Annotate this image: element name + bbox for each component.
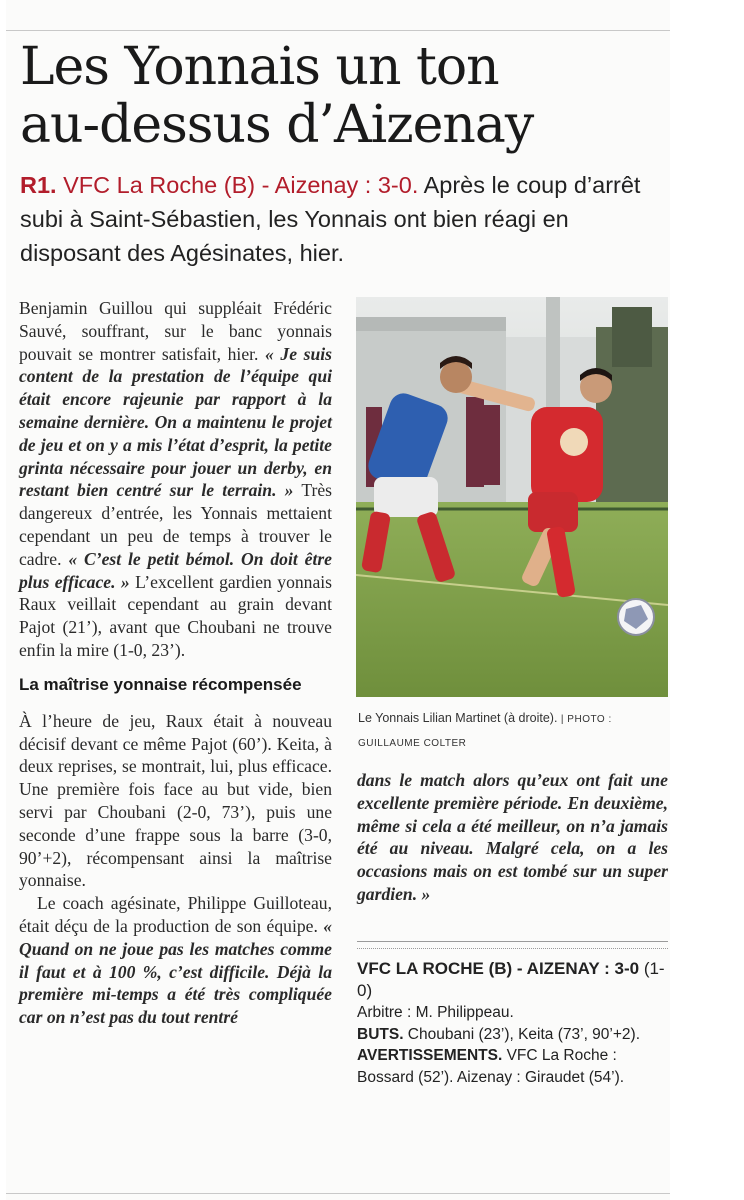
match-photo-image	[356, 297, 668, 697]
match-result: VFC La Roche (B) - Aizenay : 3-0.	[56, 172, 419, 198]
headline-line-2: au-dessus d’Aizenay	[20, 95, 534, 155]
subheading: La maîtrise yonnaise récompensée	[19, 674, 302, 694]
bottom-rule	[6, 1193, 670, 1194]
paragraph-2: À l’heure de jeu, Raux était à nouveau décisif devant ce même Pajot (60’). Keita, à deux reprises, se montrait, lui, plus efficace. Une première fois face au but vide, bien servi par Choubani (2-0, 73’), puis une seconde d’une frappe sous la barre (3-0, 90’+2), récompensant ainsi la maîtrise yonnaise.	[19, 710, 332, 891]
match-photo	[356, 297, 668, 697]
factbox-goals	[357, 1024, 672, 1046]
quote: « Je suis content de la prestation de l’équipe qui était encore rajeunie par rapport à la semaine dernière. On a maintenu le projet de jeu et on y a mis l’état d’esprit, la petite grinta nécessaire pour jouer un derby, en restant bien centré sur le terrain. »	[19, 343, 332, 501]
series-label: R1.	[20, 172, 57, 198]
factbox-warnings	[357, 1045, 672, 1088]
paragraph-text: L’excellent gardien yonnais Raux veillait cependant au grain devant Pajot (21’), avant que Choubani ne trouve enfin la mire (1-0, 23’).	[19, 571, 332, 660]
factbox-halftime: (1-0)	[357, 959, 665, 1000]
warnings-text: VFC La Roche : Bossard (52’). Aizenay : Giraudet (54’).	[357, 1047, 625, 1086]
standfirst	[20, 168, 670, 270]
warnings-label: AVERTISSEMENTS.	[357, 1047, 503, 1064]
quote: « C’est le petit bémol. On doit être plus efficace. »	[19, 548, 332, 592]
paragraph-3	[19, 892, 332, 1029]
goals-text: Choubani (23’), Keita (73’, 90’+2).	[403, 1025, 641, 1043]
paragraph-text: Le coach agésinate, Philippe Guilloteau, était déçu de la production de son équipe.	[19, 893, 332, 936]
match-factbox	[357, 958, 672, 1088]
left-column	[19, 297, 332, 1029]
headline-line-1: Les Yonnais un ton	[20, 37, 499, 97]
headline	[20, 38, 660, 154]
standfirst-text: Après le coup d’arrêt subi à Saint-Sébastien, les Yonnais ont bien réagi en disposant des Agésinates, hier.	[20, 172, 641, 266]
factbox-divider	[357, 941, 668, 949]
goals-label: BUTS.	[357, 1025, 404, 1043]
paragraph-1	[19, 297, 332, 662]
quote-continuation: dans le match alors qu’eux ont fait une excellente première période. En deuxième, même si cela a été meilleur, on n’a jamais été au niveau. Malgré cela, on a les occasions mais on est tombé sur un super gardien. »	[357, 770, 668, 904]
factbox-teams: VFC LA ROCHE (B) - AIZENAY : 3-0	[357, 959, 640, 978]
caption-text: Le Yonnais Lilian Martinet (à droite).	[358, 711, 558, 725]
paragraph-text: Benjamin Guillou qui suppléait Frédéric Sauvé, souffrant, sur le banc yonnais pouvait se montrer satisfait, hier.	[19, 298, 332, 364]
top-rule	[6, 30, 670, 31]
paragraph-text: Très dangereux d’entrée, les Yonnais mettaient cependant un peu de temps à trouver le cadre.	[19, 480, 332, 569]
factbox-score	[357, 958, 672, 1002]
photo-caption	[358, 707, 668, 755]
photo-credit: | PHOTO : GUILLAUME COLTER	[358, 714, 612, 749]
quote: « Quand on ne joue pas les matches comme il faut et à 100 %, c’est difficile. Déjà la première mi-temps a été très compliquée car on n’est pas du tout rentré	[19, 915, 332, 1028]
right-column	[357, 769, 668, 906]
factbox-referee: Arbitre : M. Philippeau.	[357, 1004, 514, 1021]
